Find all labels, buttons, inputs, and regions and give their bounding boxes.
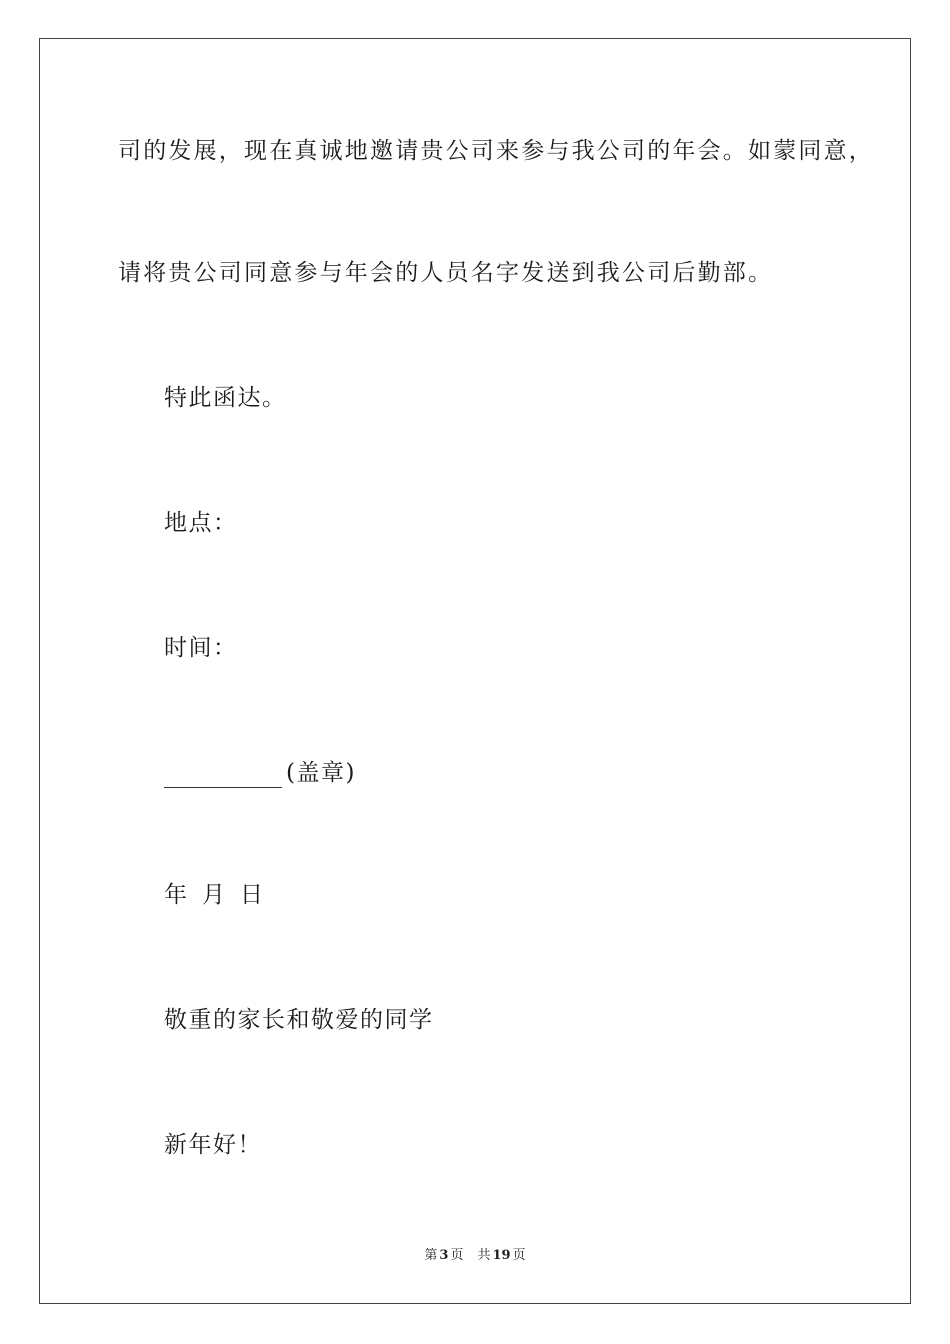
new-year-line: 新年好！ [164, 1132, 262, 1158]
date-day-label: 日 [240, 882, 264, 908]
total-pages: 19 [492, 1248, 511, 1263]
location-label: 地点： [164, 510, 238, 536]
total-prefix: 共 [477, 1248, 491, 1263]
date-year-label: 年 [164, 882, 188, 908]
date-line [164, 880, 264, 910]
total-suffix: 页 [512, 1248, 526, 1263]
page-suffix: 页 [450, 1248, 464, 1263]
page-prefix: 第 [424, 1248, 438, 1263]
page-number: 3 [439, 1248, 449, 1263]
date-month-label: 月 [202, 882, 226, 908]
seal-label: (盖章) [286, 760, 356, 786]
closing-remark: 特此函达。 [164, 385, 287, 411]
page-footer [0, 1247, 950, 1265]
body-line-2: 请将贵公司同意参与年会的人员名字发送到我公司后勤部。 [118, 260, 774, 286]
seal-line [164, 758, 356, 788]
signature-blank [164, 765, 282, 788]
greeting-line: 敬重的家长和敬爱的同学 [164, 1007, 434, 1033]
body-line-1: 司的发展，现在真诚地邀请贵公司来参与我公司的年会。如蒙同意， [118, 138, 874, 164]
page-frame [39, 38, 911, 1304]
time-label: 时间： [164, 635, 238, 661]
